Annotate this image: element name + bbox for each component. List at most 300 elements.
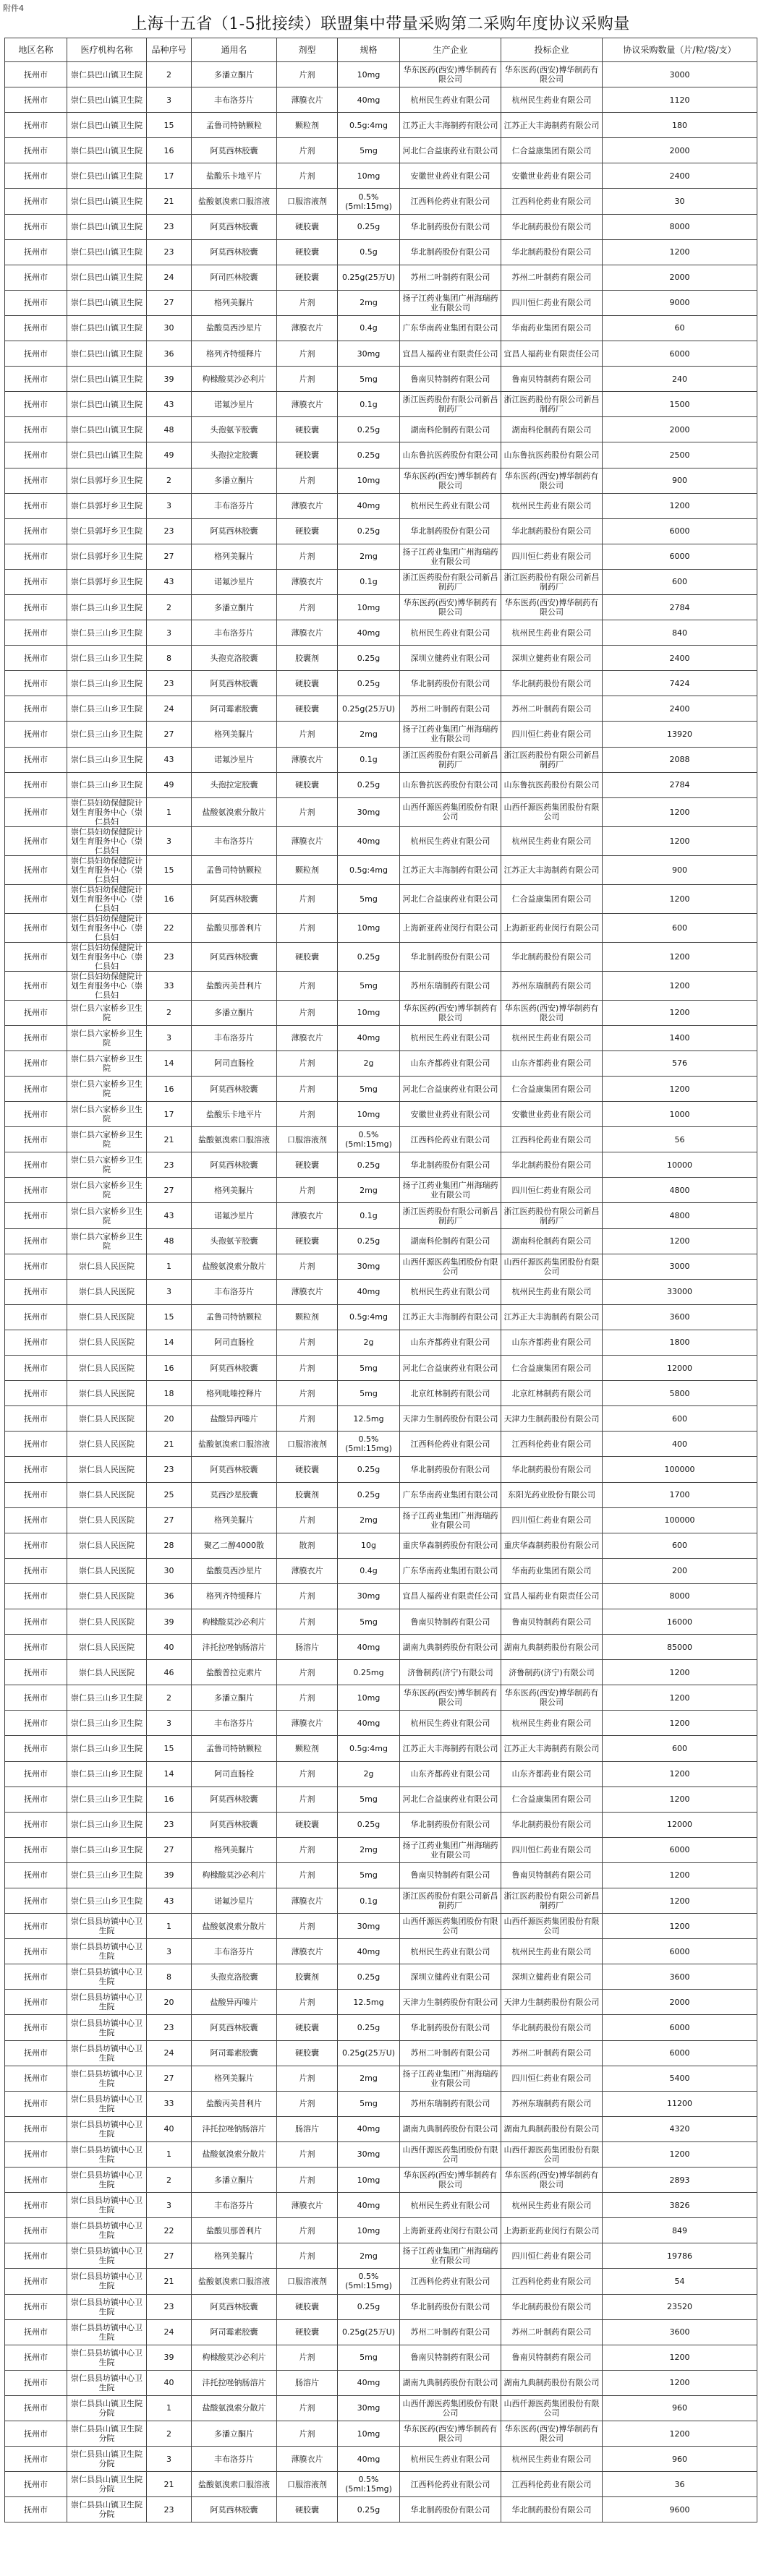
item-no-cell: 1 xyxy=(147,1914,192,1939)
table-row xyxy=(5,747,757,772)
dosage-form-cell: 薄膜衣片 xyxy=(277,569,338,594)
spec-cell: 40mg xyxy=(338,1025,400,1050)
manufacturer-cell: 山西仟源医药集团股份有限公司 xyxy=(400,1914,501,1939)
region-cell: 抚州市 xyxy=(5,2040,67,2066)
table-row xyxy=(5,1203,757,1228)
table-row xyxy=(5,1102,757,1127)
table-row xyxy=(5,1228,757,1254)
bidder-cell: 四川恒仁药业有限公司 xyxy=(501,1837,603,1862)
dosage-form-cell: 片剂 xyxy=(277,1254,338,1279)
quantity-cell: 1200 xyxy=(603,1000,757,1025)
manufacturer-cell: 苏州二叶制药有限公司 xyxy=(400,265,501,290)
quantity-cell: 1200 xyxy=(603,1888,757,1914)
dosage-form-cell: 片剂 xyxy=(277,1077,338,1102)
region-cell: 抚州市 xyxy=(5,620,67,646)
bidder-cell: 江苏正大丰海制药有限公司 xyxy=(501,1304,603,1330)
quantity-cell: 1200 xyxy=(603,2141,757,2167)
manufacturer-cell: 山西仟源医药集团股份有限公司 xyxy=(400,2141,501,2167)
region-cell: 抚州市 xyxy=(5,1583,67,1609)
item-no-cell: 2 xyxy=(147,594,192,620)
spec-cell: 0.25g xyxy=(338,442,400,468)
item-no-cell: 17 xyxy=(147,163,192,189)
quantity-cell: 1200 xyxy=(603,826,757,855)
item-no-cell: 2 xyxy=(147,62,192,87)
bidder-cell: 重庆华森制药股份有限公司 xyxy=(501,1533,603,1558)
manufacturer-cell: 安徽世业药业有限公司 xyxy=(400,1102,501,1127)
table-row xyxy=(5,214,757,239)
manufacturer-cell: 江苏正大丰海制药有限公司 xyxy=(400,855,501,884)
bidder-cell: 四川恒仁药业有限公司 xyxy=(501,1178,603,1203)
dosage-form-cell: 硬胶囊 xyxy=(277,2319,338,2345)
dosage-form-cell: 片剂 xyxy=(277,341,338,367)
bidder-cell: 湖南科伦制药有限公司 xyxy=(501,417,603,442)
item-no-cell: 43 xyxy=(147,747,192,772)
spec-cell: 40mg xyxy=(338,493,400,518)
manufacturer-cell: 河北仁合益康药业有限公司 xyxy=(400,1356,501,1381)
manufacturer-cell: 扬子江药业集团广州海瑞药业有限公司 xyxy=(400,544,501,569)
dosage-form-cell: 硬胶囊 xyxy=(277,1152,338,1178)
bidder-cell: 苏州东瑞制药有限公司 xyxy=(501,2091,603,2116)
generic-name-cell: 盐酸氨溴索分散片 xyxy=(192,2395,277,2421)
dosage-form-cell: 硬胶囊 xyxy=(277,417,338,442)
spec-cell: 40mg xyxy=(338,1939,400,1964)
spec-cell: 30mg xyxy=(338,2395,400,2421)
dosage-form-cell: 硬胶囊 xyxy=(277,1812,338,1837)
region-cell: 抚州市 xyxy=(5,138,67,163)
quantity-cell: 200 xyxy=(603,1558,757,1583)
item-no-cell: 25 xyxy=(147,1482,192,1507)
bidder-cell: 杭州民生药业有限公司 xyxy=(501,2447,603,2472)
institution-cell: 崇仁县县坊镇中心卫生院 xyxy=(67,1939,147,1964)
item-no-cell: 36 xyxy=(147,1583,192,1609)
item-no-cell: 24 xyxy=(147,2319,192,2345)
item-no-cell: 23 xyxy=(147,1457,192,1482)
dosage-form-cell: 片剂 xyxy=(277,138,338,163)
item-no-cell: 18 xyxy=(147,1381,192,1406)
quantity-cell: 1200 xyxy=(603,1711,757,1736)
item-no-cell: 16 xyxy=(147,1786,192,1812)
dosage-form-cell: 硬胶囊 xyxy=(277,239,338,265)
spec-cell: 0.4g xyxy=(338,315,400,341)
institution-cell: 崇仁县人民医院 xyxy=(67,1279,147,1304)
quantity-cell: 1200 xyxy=(603,2345,757,2370)
dosage-form-cell: 胶囊剂 xyxy=(277,646,338,671)
quantity-cell: 2784 xyxy=(603,772,757,797)
institution-cell: 崇仁县人民医院 xyxy=(67,1558,147,1583)
table-row xyxy=(5,1990,757,2015)
region-cell: 抚州市 xyxy=(5,1254,67,1279)
item-no-cell: 46 xyxy=(147,1660,192,1685)
bidder-cell: 华北制药股份有限公司 xyxy=(501,942,603,971)
generic-name-cell: 丰布洛芬片 xyxy=(192,87,277,113)
quantity-cell: 10000 xyxy=(603,1152,757,1178)
quantity-cell: 33000 xyxy=(603,1279,757,1304)
quantity-cell: 1200 xyxy=(603,2370,757,2395)
spec-cell: 0.25g(25万U) xyxy=(338,696,400,722)
table-row xyxy=(5,518,757,544)
dosage-form-cell: 硬胶囊 xyxy=(277,2040,338,2066)
manufacturer-cell: 重庆华森制药股份有限公司 xyxy=(400,1533,501,1558)
quantity-cell: 1200 xyxy=(603,2421,757,2446)
dosage-form-cell: 片剂 xyxy=(277,1660,338,1685)
region-cell: 抚州市 xyxy=(5,772,67,797)
institution-cell: 崇仁县三山乡卫生院 xyxy=(67,772,147,797)
dosage-form-cell: 薄膜衣片 xyxy=(277,392,338,417)
item-no-cell: 30 xyxy=(147,1558,192,1583)
item-no-cell: 27 xyxy=(147,722,192,747)
region-cell: 抚州市 xyxy=(5,696,67,722)
institution-cell: 崇仁县妇幼保健院计划生育服务中心（崇仁县妇 xyxy=(67,797,147,826)
institution-cell: 崇仁县县坊镇中心卫生院 xyxy=(67,2116,147,2141)
generic-name-cell: 格列吡嗪控释片 xyxy=(192,1381,277,1406)
bidder-cell: 仁合益康集团有限公司 xyxy=(501,138,603,163)
bidder-cell: 苏州东瑞制药有限公司 xyxy=(501,971,603,1000)
spec-cell: 0.5g:4mg xyxy=(338,855,400,884)
dosage-form-cell: 口服溶液剂 xyxy=(277,189,338,214)
dosage-form-cell: 薄膜衣片 xyxy=(277,747,338,772)
manufacturer-cell: 天津力生制药股份有限公司 xyxy=(400,1406,501,1432)
dosage-form-cell: 片剂 xyxy=(277,163,338,189)
dosage-form-cell: 片剂 xyxy=(277,2218,338,2243)
quantity-cell: 85000 xyxy=(603,1635,757,1660)
quantity-cell: 7424 xyxy=(603,671,757,696)
dosage-form-cell: 片剂 xyxy=(277,1837,338,1862)
quantity-cell: 6000 xyxy=(603,2015,757,2040)
table-row xyxy=(5,392,757,417)
item-no-cell: 24 xyxy=(147,265,192,290)
quantity-cell: 3826 xyxy=(603,2193,757,2218)
table-row xyxy=(5,2141,757,2167)
generic-name-cell: 盐酸莫西沙星片 xyxy=(192,1558,277,1583)
table-row xyxy=(5,620,757,646)
item-no-cell: 20 xyxy=(147,1406,192,1432)
table-row xyxy=(5,2066,757,2091)
dosage-form-cell: 口服溶液剂 xyxy=(277,2472,338,2497)
spec-cell: 40mg xyxy=(338,2447,400,2472)
item-no-cell: 27 xyxy=(147,2243,192,2269)
institution-cell: 崇仁县六家桥乡卫生院 xyxy=(67,1050,147,1076)
table-row xyxy=(5,2345,757,2370)
spec-cell: 40mg xyxy=(338,1279,400,1304)
region-cell: 抚州市 xyxy=(5,884,67,913)
generic-name-cell: 丰布洛芬片 xyxy=(192,2193,277,2218)
manufacturer-cell: 山西仟源医药集团股份有限公司 xyxy=(400,797,501,826)
region-cell: 抚州市 xyxy=(5,1635,67,1660)
bidder-cell: 华北制药股份有限公司 xyxy=(501,671,603,696)
generic-name-cell: 盐酸乐卡地平片 xyxy=(192,1102,277,1127)
institution-cell: 崇仁县人民医院 xyxy=(67,1533,147,1558)
dosage-form-cell: 片剂 xyxy=(277,1406,338,1432)
generic-name-cell: 丰布洛芬片 xyxy=(192,620,277,646)
generic-name-cell: 头孢拉定胶囊 xyxy=(192,442,277,468)
item-no-cell: 3 xyxy=(147,1279,192,1304)
quantity-cell: 56 xyxy=(603,1127,757,1152)
generic-name-cell: 聚乙二醇4000散 xyxy=(192,1533,277,1558)
generic-name-cell: 阿莫西林胶囊 xyxy=(192,138,277,163)
spec-cell: 5mg xyxy=(338,1862,400,1888)
bidder-cell: 江苏正大丰海制药有限公司 xyxy=(501,1736,603,1761)
region-cell: 抚州市 xyxy=(5,1685,67,1711)
generic-name-cell: 阿莫西林胶囊 xyxy=(192,2015,277,2040)
quantity-cell: 1200 xyxy=(603,942,757,971)
dosage-form-cell: 片剂 xyxy=(277,1685,338,1711)
table-row xyxy=(5,1330,757,1355)
region-cell: 抚州市 xyxy=(5,2218,67,2243)
spec-cell: 5mg xyxy=(338,2091,400,2116)
manufacturer-cell: 华东医药(西安)博华制药有限公司 xyxy=(400,62,501,87)
table-row xyxy=(5,913,757,942)
table-row xyxy=(5,2395,757,2421)
bidder-cell: 苏州二叶制药有限公司 xyxy=(501,2040,603,2066)
dosage-form-cell: 片剂 xyxy=(277,1381,338,1406)
dosage-form-cell: 薄膜衣片 xyxy=(277,1279,338,1304)
dosage-form-cell: 片剂 xyxy=(277,722,338,747)
region-cell: 抚州市 xyxy=(5,1102,67,1127)
manufacturer-cell: 扬子江药业集团广州海瑞药业有限公司 xyxy=(400,1178,501,1203)
spec-cell: 0.25g xyxy=(338,772,400,797)
institution-cell: 崇仁县巴山镇卫生院 xyxy=(67,290,147,315)
manufacturer-cell: 湖南九典制药股份有限公司 xyxy=(400,2370,501,2395)
spec-cell: 0.25g xyxy=(338,518,400,544)
item-no-cell: 16 xyxy=(147,884,192,913)
region-cell: 抚州市 xyxy=(5,646,67,671)
quantity-cell: 30 xyxy=(603,189,757,214)
manufacturer-cell: 山东鲁抗医药股份有限公司 xyxy=(400,442,501,468)
manufacturer-cell: 江西科伦药业有限公司 xyxy=(400,1127,501,1152)
dosage-form-cell: 片剂 xyxy=(277,367,338,392)
institution-cell: 崇仁县妇幼保健院计划生育服务中心（崇仁县妇 xyxy=(67,826,147,855)
region-cell: 抚州市 xyxy=(5,1812,67,1837)
item-no-cell: 15 xyxy=(147,855,192,884)
institution-cell: 崇仁县县坊镇中心卫生院 xyxy=(67,2141,147,2167)
institution-cell: 崇仁县巴山镇卫生院 xyxy=(67,239,147,265)
region-cell: 抚州市 xyxy=(5,392,67,417)
item-no-cell: 8 xyxy=(147,1964,192,1990)
bidder-cell: 杭州民生药业有限公司 xyxy=(501,1025,603,1050)
bidder-cell: 苏州二叶制药有限公司 xyxy=(501,2319,603,2345)
institution-cell: 崇仁县三山乡卫生院 xyxy=(67,1761,147,1786)
bidder-cell: 东阳光药业股份有限公司 xyxy=(501,1482,603,1507)
table-row xyxy=(5,1558,757,1583)
quantity-cell: 100000 xyxy=(603,1457,757,1482)
bidder-cell: 浙江医药股份有限公司新昌制药厂 xyxy=(501,1888,603,1914)
dosage-form-cell: 片剂 xyxy=(277,290,338,315)
region-cell: 抚州市 xyxy=(5,1077,67,1102)
item-no-cell: 24 xyxy=(147,696,192,722)
dosage-form-cell: 薄膜衣片 xyxy=(277,315,338,341)
region-cell: 抚州市 xyxy=(5,1457,67,1482)
item-no-cell: 2 xyxy=(147,2168,192,2193)
manufacturer-cell: 华北制药股份有限公司 xyxy=(400,518,501,544)
bidder-cell: 华东医药(西安)博华制药有限公司 xyxy=(501,2168,603,2193)
generic-name-cell: 阿莫西林胶囊 xyxy=(192,2294,277,2319)
bidder-cell: 江苏正大丰海制药有限公司 xyxy=(501,113,603,138)
spec-cell: 10mg xyxy=(338,1000,400,1025)
bidder-cell: 湖南九典制药股份有限公司 xyxy=(501,1635,603,1660)
quantity-cell: 1200 xyxy=(603,1685,757,1711)
quantity-cell: 600 xyxy=(603,1736,757,1761)
region-cell: 抚州市 xyxy=(5,722,67,747)
institution-cell: 崇仁县人民医院 xyxy=(67,1304,147,1330)
generic-name-cell: 阿莫西林胶囊 xyxy=(192,671,277,696)
table-row xyxy=(5,2447,757,2472)
dosage-form-cell: 硬胶囊 xyxy=(277,671,338,696)
institution-cell: 崇仁县人民医院 xyxy=(67,1356,147,1381)
spec-cell: 0.25g(25万U) xyxy=(338,2319,400,2345)
dosage-form-cell: 硬胶囊 xyxy=(277,696,338,722)
manufacturer-cell: 杭州民生药业有限公司 xyxy=(400,620,501,646)
bidder-cell: 宜昌人福药业有限责任公司 xyxy=(501,341,603,367)
quantity-cell: 100000 xyxy=(603,1507,757,1533)
item-no-cell: 40 xyxy=(147,2370,192,2395)
generic-name-cell: 沣托拉唑钠肠溶片 xyxy=(192,1635,277,1660)
bidder-cell: 江西科伦药业有限公司 xyxy=(501,2472,603,2497)
bidder-cell: 华东医药(西安)博华制药有限公司 xyxy=(501,1000,603,1025)
bidder-cell: 浙江医药股份有限公司新昌制药厂 xyxy=(501,569,603,594)
manufacturer-cell: 上海新亚药业闵行有限公司 xyxy=(400,913,501,942)
manufacturer-cell: 杭州民生药业有限公司 xyxy=(400,1279,501,1304)
region-cell: 抚州市 xyxy=(5,1152,67,1178)
institution-cell: 崇仁县六家桥乡卫生院 xyxy=(67,1203,147,1228)
spec-cell: 10mg xyxy=(338,1685,400,1711)
table-row xyxy=(5,1533,757,1558)
quantity-cell: 2000 xyxy=(603,138,757,163)
generic-name-cell: 丰布洛芬片 xyxy=(192,2447,277,2472)
generic-name-cell: 枸橼酸莫沙必利片 xyxy=(192,1609,277,1634)
manufacturer-cell: 山东鲁抗医药股份有限公司 xyxy=(400,772,501,797)
bidder-cell: 山西仟源医药集团股份有限公司 xyxy=(501,2395,603,2421)
spec-cell: 5mg xyxy=(338,1786,400,1812)
manufacturer-cell: 浙江医药股份有限公司新昌制药厂 xyxy=(400,747,501,772)
generic-name-cell: 头孢克洛胶囊 xyxy=(192,1964,277,1990)
region-cell: 抚州市 xyxy=(5,544,67,569)
quantity-cell: 1700 xyxy=(603,1482,757,1507)
spec-cell: 2g xyxy=(338,1330,400,1355)
header-institution: 医疗机构名称 xyxy=(67,38,147,62)
region-cell: 抚州市 xyxy=(5,1837,67,1862)
spec-cell: 30mg xyxy=(338,1914,400,1939)
generic-name-cell: 盐酸贝那普利片 xyxy=(192,2218,277,2243)
spec-cell: 0.25g(25万U) xyxy=(338,265,400,290)
dosage-form-cell: 片剂 xyxy=(277,1761,338,1786)
item-no-cell: 15 xyxy=(147,1304,192,1330)
region-cell: 抚州市 xyxy=(5,1356,67,1381)
region-cell: 抚州市 xyxy=(5,2168,67,2193)
quantity-cell: 60 xyxy=(603,315,757,341)
spec-cell: 0.25mg xyxy=(338,1660,400,1685)
bidder-cell: 杭州民生药业有限公司 xyxy=(501,1711,603,1736)
manufacturer-cell: 华东医药(西安)博华制药有限公司 xyxy=(400,594,501,620)
table-row xyxy=(5,1862,757,1888)
bidder-cell: 济鲁制药(济宁)有限公司 xyxy=(501,1660,603,1685)
table-row xyxy=(5,417,757,442)
generic-name-cell: 多潘立酮片 xyxy=(192,2168,277,2193)
manufacturer-cell: 宜昌人福药业有限责任公司 xyxy=(400,1583,501,1609)
bidder-cell: 山东齐都药业有限公司 xyxy=(501,1330,603,1355)
region-cell: 抚州市 xyxy=(5,2421,67,2446)
quantity-cell: 6000 xyxy=(603,2040,757,2066)
institution-cell: 崇仁县郭圩乡卫生院 xyxy=(67,468,147,493)
region-cell: 抚州市 xyxy=(5,341,67,367)
table-row xyxy=(5,1786,757,1812)
region-cell: 抚州市 xyxy=(5,2141,67,2167)
quantity-cell: 1200 xyxy=(603,797,757,826)
bidder-cell: 江西科伦药业有限公司 xyxy=(501,189,603,214)
institution-cell: 崇仁县县坊镇中心卫生院 xyxy=(67,2218,147,2243)
quantity-cell: 3600 xyxy=(603,2319,757,2345)
spec-cell: 2mg xyxy=(338,2066,400,2091)
item-no-cell: 2 xyxy=(147,468,192,493)
spec-cell: 40mg xyxy=(338,620,400,646)
dosage-form-cell: 硬胶囊 xyxy=(277,1228,338,1254)
spec-cell: 0.25g xyxy=(338,417,400,442)
item-no-cell: 23 xyxy=(147,2497,192,2522)
manufacturer-cell: 华北制药股份有限公司 xyxy=(400,2015,501,2040)
quantity-cell: 2784 xyxy=(603,594,757,620)
spec-cell: 40mg xyxy=(338,87,400,113)
region-cell: 抚州市 xyxy=(5,1888,67,1914)
generic-name-cell: 盐酸氨溴索口服溶液 xyxy=(192,1432,277,1457)
manufacturer-cell: 华东医药(西安)博华制药有限公司 xyxy=(400,2421,501,2446)
institution-cell: 崇仁县县山镇卫生院分院 xyxy=(67,2447,147,2472)
item-no-cell: 33 xyxy=(147,971,192,1000)
dosage-form-cell: 硬胶囊 xyxy=(277,2015,338,2040)
generic-name-cell: 多潘立酮片 xyxy=(192,468,277,493)
manufacturer-cell: 华北制药股份有限公司 xyxy=(400,239,501,265)
spec-cell: 2mg xyxy=(338,1837,400,1862)
region-cell: 抚州市 xyxy=(5,1533,67,1558)
manufacturer-cell: 华东医药(西安)博华制药有限公司 xyxy=(400,1685,501,1711)
table-row xyxy=(5,1736,757,1761)
generic-name-cell: 头孢氨苄胶囊 xyxy=(192,417,277,442)
table-row xyxy=(5,1279,757,1304)
table-row xyxy=(5,315,757,341)
manufacturer-cell: 杭州民生药业有限公司 xyxy=(400,826,501,855)
generic-name-cell: 阿莫西林胶囊 xyxy=(192,942,277,971)
institution-cell: 崇仁县巴山镇卫生院 xyxy=(67,214,147,239)
manufacturer-cell: 苏州东瑞制药有限公司 xyxy=(400,971,501,1000)
bidder-cell: 湖南九典制药股份有限公司 xyxy=(501,2370,603,2395)
bidder-cell: 华北制药股份有限公司 xyxy=(501,1152,603,1178)
manufacturer-cell: 鲁南贝特制药有限公司 xyxy=(400,2345,501,2370)
spec-cell: 2mg xyxy=(338,290,400,315)
bidder-cell: 仁合益康集团有限公司 xyxy=(501,1077,603,1102)
institution-cell: 崇仁县妇幼保健院计划生育服务中心（崇仁县妇 xyxy=(67,971,147,1000)
region-cell: 抚州市 xyxy=(5,290,67,315)
spec-cell: 5mg xyxy=(338,1609,400,1634)
region-cell: 抚州市 xyxy=(5,367,67,392)
table-row xyxy=(5,1507,757,1533)
region-cell: 抚州市 xyxy=(5,1025,67,1050)
spec-cell: 10mg xyxy=(338,2218,400,2243)
dosage-form-cell: 片剂 xyxy=(277,2243,338,2269)
dosage-form-cell: 硬胶囊 xyxy=(277,2294,338,2319)
spec-cell: 40mg xyxy=(338,826,400,855)
quantity-cell: 1200 xyxy=(603,1761,757,1786)
spec-cell: 5mg xyxy=(338,1356,400,1381)
spec-cell: 10mg xyxy=(338,2168,400,2193)
quantity-cell: 900 xyxy=(603,468,757,493)
bidder-cell: 宜昌人福药业有限责任公司 xyxy=(501,1583,603,1609)
quantity-cell: 576 xyxy=(603,1050,757,1076)
institution-cell: 崇仁县县坊镇中心卫生院 xyxy=(67,2319,147,2345)
quantity-cell: 8000 xyxy=(603,1583,757,1609)
table-row xyxy=(5,1254,757,1279)
dosage-form-cell: 薄膜衣片 xyxy=(277,1203,338,1228)
generic-name-cell: 枸橼酸莫沙必利片 xyxy=(192,1862,277,1888)
quantity-cell: 1200 xyxy=(603,971,757,1000)
region-cell: 抚州市 xyxy=(5,1711,67,1736)
